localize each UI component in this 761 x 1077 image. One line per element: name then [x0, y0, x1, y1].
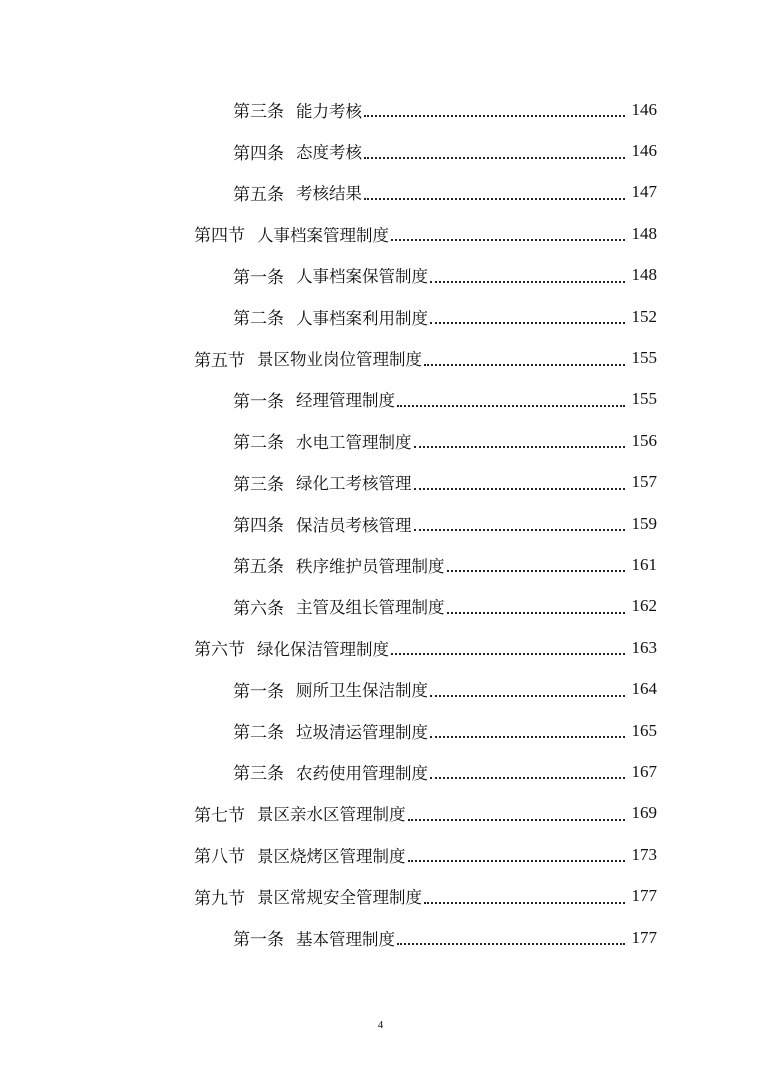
toc-entry-title: 能力考核 — [296, 101, 362, 121]
toc-entry-title: 景区常规安全管理制度 — [257, 888, 422, 908]
toc-entry-title: 垃圾清运管理制度 — [296, 722, 428, 742]
toc-entry-title: 考核结果 — [296, 184, 362, 204]
toc-entry-page: 164 — [631, 679, 657, 699]
toc-entry[interactable] — [0, 917, 761, 958]
toc-entry-title: 态度考核 — [296, 143, 362, 163]
toc-leader-dots — [414, 528, 626, 531]
toc-entry-title: 水电工管理制度 — [296, 432, 412, 452]
toc-entry-page: 177 — [631, 886, 657, 906]
toc-entry-page: 173 — [631, 844, 657, 864]
toc-entry-number: 第三条 — [233, 764, 284, 785]
toc-leader-dots — [391, 238, 625, 241]
toc-leader-dots — [414, 487, 626, 490]
toc-entry-title: 景区物业岗位管理制度 — [257, 350, 422, 370]
toc-leader-dots — [424, 363, 625, 366]
toc-entry-page: 146 — [631, 99, 657, 119]
toc-entry[interactable] — [0, 172, 761, 213]
toc-entry-number: 第九节 — [194, 888, 245, 909]
toc-entry[interactable] — [0, 586, 761, 627]
toc-entry-number: 第五节 — [194, 350, 245, 371]
toc-entry-number: 第四条 — [233, 143, 284, 164]
toc-entry-number: 第三条 — [233, 102, 284, 123]
toc-entry-page: 167 — [631, 761, 657, 781]
toc-entry[interactable] — [0, 420, 761, 461]
toc-entry-number: 第六条 — [233, 598, 284, 619]
toc-entry[interactable] — [0, 379, 761, 420]
toc-entry[interactable] — [0, 793, 761, 834]
toc-entry-page: 162 — [631, 596, 657, 616]
toc-entry[interactable] — [0, 544, 761, 585]
toc-entry[interactable] — [0, 296, 761, 337]
toc-leader-dots — [397, 404, 625, 407]
toc-entry-title: 绿化保洁管理制度 — [257, 639, 389, 659]
toc-leader-dots — [424, 901, 625, 904]
toc-leader-dots — [364, 197, 625, 200]
toc-entry-page: 155 — [631, 389, 657, 409]
toc-entry-page: 146 — [631, 141, 657, 161]
page-number: 4 — [377, 1019, 384, 1031]
toc-entry[interactable] — [0, 130, 761, 171]
toc-entry-number: 第五条 — [233, 184, 284, 205]
toc-entry-number: 第八节 — [194, 847, 245, 868]
toc-entry-page: 148 — [631, 265, 657, 285]
toc-entry-page: 161 — [631, 554, 657, 574]
toc-entry-title: 景区烧烤区管理制度 — [257, 846, 406, 866]
toc-leader-dots — [408, 818, 626, 821]
toc-entry-title: 绿化工考核管理 — [296, 474, 412, 494]
toc-entry-number: 第二条 — [233, 433, 284, 454]
toc-leader-dots — [430, 280, 625, 283]
toc-leader-dots — [447, 569, 626, 572]
toc-entry-number: 第四节 — [194, 226, 245, 247]
toc-entry[interactable] — [0, 834, 761, 875]
toc-entry[interactable] — [0, 255, 761, 296]
toc-entry[interactable] — [0, 89, 761, 130]
toc-entry-number: 第五条 — [233, 557, 284, 578]
toc-entry[interactable] — [0, 875, 761, 916]
toc-entry-page: 165 — [631, 720, 657, 740]
toc-leader-dots — [391, 652, 625, 655]
toc-entry[interactable] — [0, 627, 761, 668]
toc-entry-page: 177 — [631, 927, 657, 947]
toc-entry-title: 景区亲水区管理制度 — [257, 805, 406, 825]
toc-entry-title: 厕所卫生保洁制度 — [296, 681, 428, 701]
toc-entry-page: 148 — [631, 223, 657, 243]
toc-leader-dots — [397, 942, 625, 945]
toc-entry[interactable] — [0, 751, 761, 792]
toc-leader-dots — [408, 859, 626, 862]
toc-leader-dots — [430, 321, 625, 324]
toc-leader-dots — [430, 694, 625, 697]
toc-entry-number: 第一条 — [233, 391, 284, 412]
toc-entry-title: 基本管理制度 — [296, 929, 395, 949]
toc-entry[interactable] — [0, 337, 761, 378]
toc-entry-number: 第七节 — [194, 805, 245, 826]
toc-entry[interactable] — [0, 213, 761, 254]
toc-entry-title: 人事档案管理制度 — [257, 225, 389, 245]
toc-entry-page: 163 — [631, 637, 657, 657]
toc-entry[interactable] — [0, 668, 761, 709]
toc-entry-number: 第二条 — [233, 723, 284, 744]
toc-entry-title: 保洁员考核管理 — [296, 515, 412, 535]
toc-leader-dots — [430, 776, 625, 779]
toc-leader-dots — [364, 114, 625, 117]
table-of-contents — [0, 89, 761, 958]
toc-leader-dots — [414, 445, 626, 448]
toc-entry-page: 152 — [631, 306, 657, 326]
toc-entry[interactable] — [0, 462, 761, 503]
toc-entry-page: 147 — [631, 182, 657, 202]
toc-entry-page: 159 — [631, 513, 657, 533]
toc-entry-page: 157 — [631, 472, 657, 492]
toc-leader-dots — [447, 611, 626, 614]
toc-entry-title: 农药使用管理制度 — [296, 763, 428, 783]
toc-entry-page: 169 — [631, 803, 657, 823]
toc-entry[interactable] — [0, 710, 761, 751]
toc-entry-title: 人事档案保管制度 — [296, 267, 428, 287]
toc-entry-title: 主管及组长管理制度 — [296, 598, 445, 618]
toc-entry-number: 第二条 — [233, 309, 284, 330]
toc-entry-number: 第一条 — [233, 930, 284, 950]
toc-entry-number: 第一条 — [233, 681, 284, 702]
toc-entry-number: 第四条 — [233, 516, 284, 537]
toc-entry-title: 人事档案利用制度 — [296, 308, 428, 328]
toc-entry-page: 155 — [631, 348, 657, 368]
toc-entry-number: 第一条 — [233, 267, 284, 288]
toc-entry[interactable] — [0, 503, 761, 544]
toc-entry-number: 第三条 — [233, 474, 284, 495]
toc-entry-title: 秩序维护员管理制度 — [296, 556, 445, 576]
toc-leader-dots — [364, 156, 625, 159]
toc-entry-number: 第六节 — [194, 640, 245, 661]
toc-entry-title: 经理管理制度 — [296, 391, 395, 411]
toc-entry-page: 156 — [631, 430, 657, 450]
toc-leader-dots — [430, 735, 625, 738]
